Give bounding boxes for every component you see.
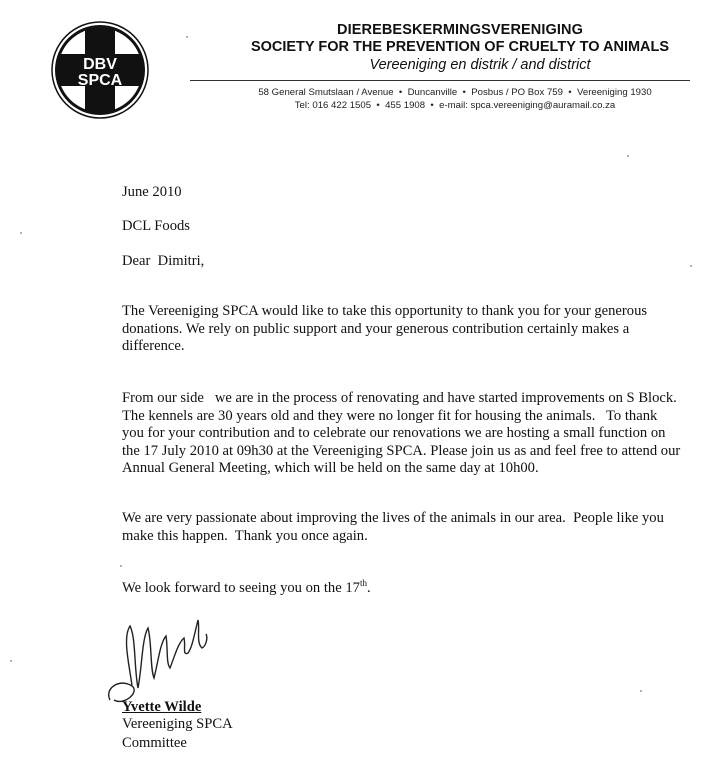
dbv-spca-logo	[50, 20, 150, 120]
paragraph-thanks: The Vereeniging SPCA would like to take this opportunity to thank you for your generous donations. We rely on public support and your generous contribution certainly makes a difference.	[122, 303, 648, 354]
scan-speck	[627, 155, 629, 157]
handwritten-signature	[102, 608, 212, 713]
scan-speck	[20, 232, 22, 234]
recipient: DCL Foods	[122, 218, 190, 234]
closing-line	[122, 578, 371, 597]
scan-speck	[120, 565, 122, 567]
logo-text-dbv: DBV	[83, 56, 117, 73]
signatory-name: Yvette Wilde	[122, 699, 202, 715]
org-name-english: SOCIETY FOR THE PREVENTION OF CRUELTY TO ANIMALS	[250, 39, 670, 55]
closing-end: .	[366, 579, 371, 596]
scan-speck	[690, 265, 692, 267]
signatory-role: Committee	[122, 735, 187, 751]
logo-text-spca: SPCA	[77, 72, 123, 89]
org-name-afrikaans: DIEREBESKERMINGSVERENIGING	[337, 22, 583, 38]
letterhead-contact	[200, 86, 710, 112]
scan-speck	[640, 690, 642, 692]
contact-line: Tel: 016 422 1505 • 455 1908 • e-mail: spca.vereeniging@auramail.co.za	[294, 100, 616, 111]
letterhead-divider	[190, 80, 690, 81]
address-line: 58 General Smutslaan / Avenue • Duncanville • Posbus / PO Box 759 • Vereeniging 1930	[258, 87, 652, 98]
signatory-organisation: Vereeniging SPCA	[122, 716, 233, 732]
salutation: Dear Dimitri,	[122, 253, 205, 269]
paragraph-renovation: From our side we are in the process of renovating and have started improvements on S Block. The kennels are 30 years old and they were no longer fit for housing the animals. To thank you for your contribution and to celebrate our renovations we are hosting a small function on the 17 July 2010 at 09h30 at the Vereeniging SPCA. Please join us as and feel free to attend our Annual General Meeting, which will be held on the same day at 10h00.	[122, 390, 684, 476]
letterhead	[230, 22, 690, 74]
scan-speck	[10, 660, 12, 662]
scan-speck	[186, 36, 188, 38]
district: Vereeniging en distrik / and district	[369, 57, 591, 73]
paragraph-passion: We are very passionate about improving the lives of the animals in our area. People like you make this happen. Thank you once again.	[122, 510, 668, 544]
closing-sup: th	[359, 578, 367, 588]
letter-date: June 2010	[122, 184, 182, 200]
closing-text: We look forward to seeing you on the 17	[122, 579, 360, 596]
